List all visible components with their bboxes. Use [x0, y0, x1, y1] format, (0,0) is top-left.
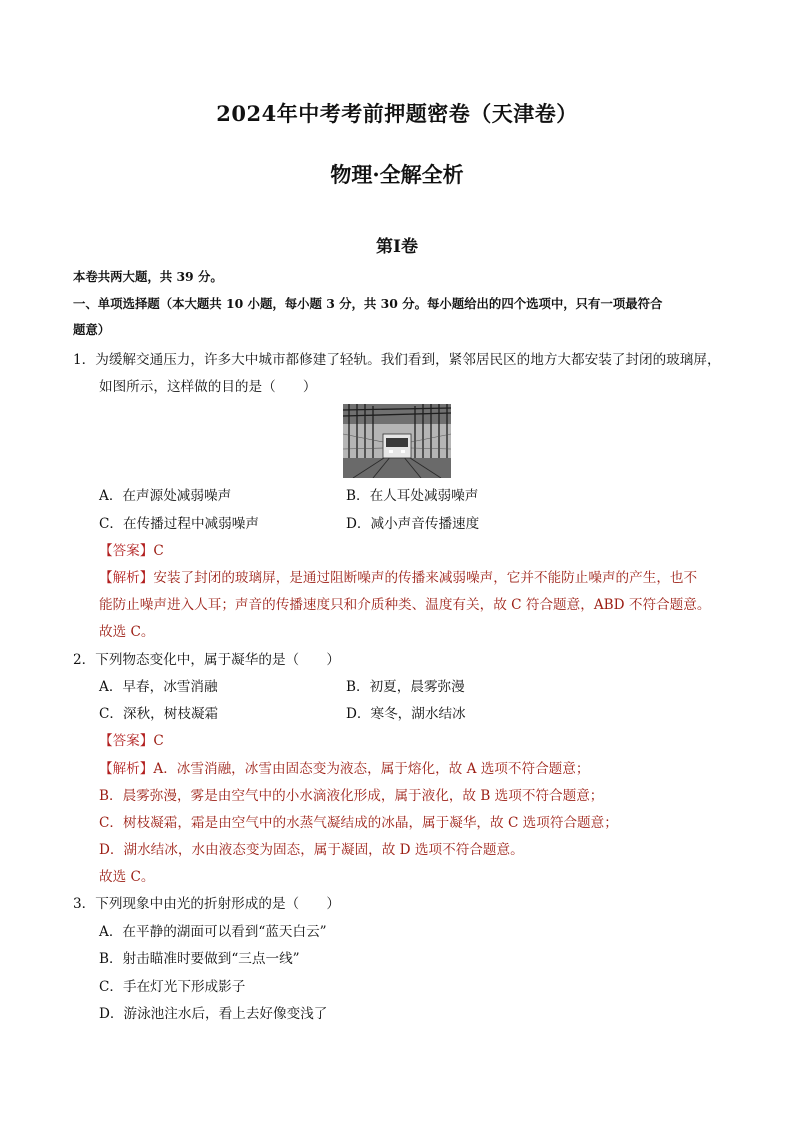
q1-option-c: C．在传播过程中减弱噪声 [99, 516, 259, 532]
section-instruction-line1: 一、单项选择题（本大题共 10 小题，每小题 3 分，共 30 分。每小题给出的四个选项中，只有一项最符合 [73, 296, 663, 311]
q2-analysis-line4: D．湖水结冰，水由液态变为固态，属于凝固，故 D 选项不符合题意。 [99, 842, 524, 858]
paper-summary: 本卷共两大题，共 39 分。 [73, 269, 223, 284]
q3-option-d: D．游泳池注水后，看上去好像变浅了 [99, 1006, 328, 1022]
q1-conclusion: 故选 C。 [99, 624, 155, 640]
analysis-text: 安装了封闭的玻璃屏，是通过阻断噪声的传播来减弱噪声，它并不能防止噪声的产生，也不 [153, 570, 698, 586]
q2-option-d: D．寒冬，湖水结冰 [346, 706, 466, 722]
answer-value: C [153, 733, 164, 749]
answer-tag: 【答案】 [99, 733, 154, 749]
q1-stem-line1: 1．为缓解交通压力，许多大中城市都修建了轻轨。我们看到，紧邻居民区的地方大都安装了封闭的玻璃屏， [73, 352, 721, 368]
q3-option-a: A．在平静的湖面可以看到“蓝天白云” [99, 924, 327, 940]
q3-option-b: B．射击瞄准时要做到“三点一线” [99, 951, 300, 967]
volume-heading: 第Ⅰ卷 [376, 237, 418, 257]
q2-conclusion: 故选 C。 [99, 869, 155, 885]
q2-analysis-line2: B．晨雾弥漫，雾是由空气中的小水滴液化形成，属于液化，故 B 选项不符合题意； [99, 788, 604, 804]
q2-stem: 2．下列物态变化中，属于凝华的是（ ） [73, 652, 340, 668]
analysis-tag: 【解析】 [99, 570, 154, 586]
exam-subtitle: 物理·全解全析 [330, 162, 464, 187]
q2-option-b: B．初夏，晨雾弥漫 [346, 679, 465, 695]
exam-title: 2024年中考考前押题密卷（天津卷） [216, 101, 578, 126]
light-rail-photo [343, 404, 451, 478]
q3-option-c: C．手在灯光下形成影子 [99, 979, 246, 995]
section-instruction-line2: 题意） [73, 322, 111, 337]
q2-option-a: A．早春，冰雪消融 [99, 679, 218, 695]
answer-tag: 【答案】 [99, 543, 154, 559]
q2-analysis-line3: C．树枝凝霜，霜是由空气中的水蒸气凝结成的冰晶，属于凝华，故 C 选项符合题意； [99, 815, 618, 831]
q1-answer [99, 541, 164, 561]
q1-stem-line2: 如图所示，这样做的目的是（ ） [99, 379, 317, 395]
q2-analysis-line1 [99, 759, 589, 779]
q1-option-d: D．减小声音传播速度 [346, 516, 480, 532]
q1-option-a: A．在声源处减弱噪声 [99, 488, 232, 504]
q3-stem: 3．下列现象中由光的折射形成的是（ ） [73, 896, 340, 912]
q2-answer [99, 731, 164, 751]
analysis-text: A．冰雪消融，冰雪由固态变为液态，属于熔化，故 A 选项不符合题意； [153, 761, 590, 777]
q1-analysis-line1 [99, 568, 697, 588]
q1-analysis-line2: 能防止噪声进入人耳；声音的传播速度只和介质种类、温度有关，故 C 符合题意，ABD 不符合题意。 [99, 597, 711, 613]
answer-value: C [153, 543, 164, 559]
analysis-tag: 【解析】 [99, 761, 154, 777]
q1-option-b: B．在人耳处减弱噪声 [346, 488, 479, 504]
q2-option-c: C．深秋，树枝凝霜 [99, 706, 219, 722]
